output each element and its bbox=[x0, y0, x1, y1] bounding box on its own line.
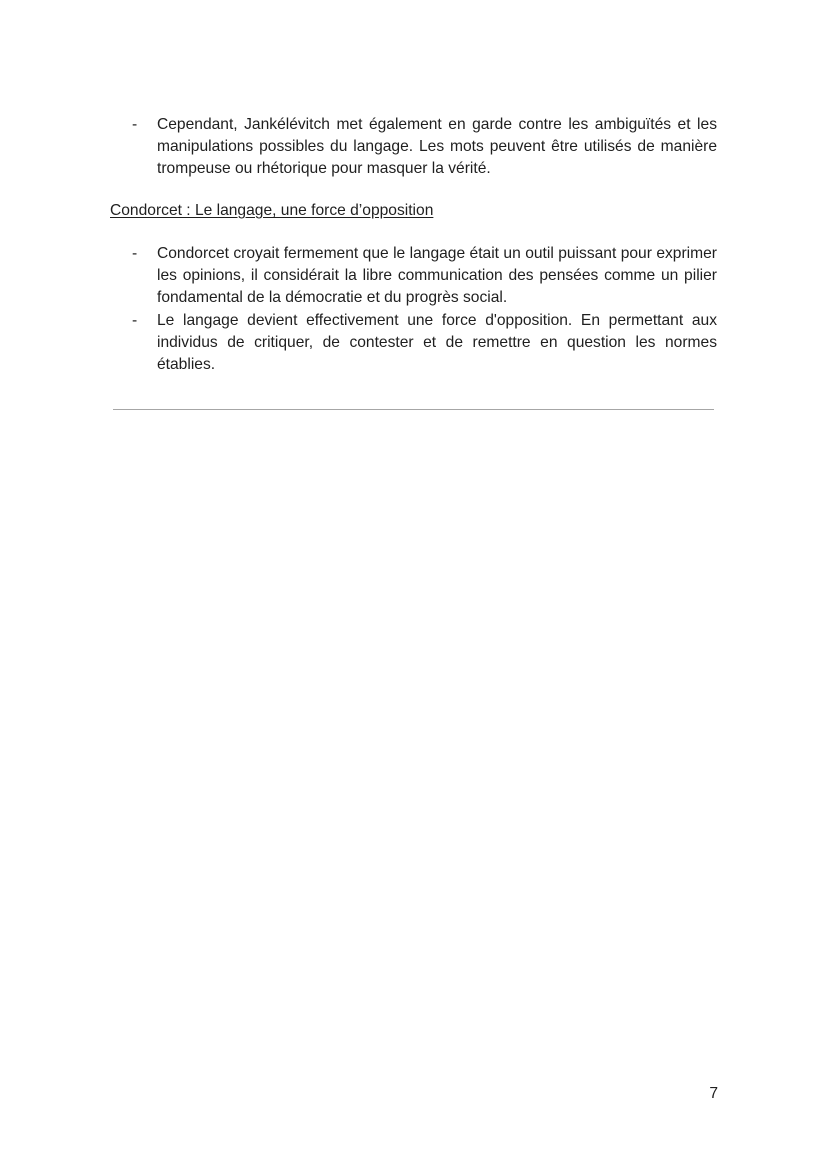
bullet-marker: - bbox=[132, 245, 138, 262]
list-item bbox=[110, 243, 717, 310]
bullet-marker: - bbox=[132, 116, 138, 133]
section-heading: Condorcet : Le langage, une force d’opposition bbox=[110, 202, 434, 219]
bullet-marker: - bbox=[132, 311, 138, 329]
list-item-text: Le langage devient effectivement une force d'opposition. En permettant aux individus de critiquer, de contester et de remettre en question les normes établies. bbox=[157, 311, 717, 374]
bullet-list-condorcet bbox=[110, 243, 717, 376]
list-item bbox=[110, 310, 717, 377]
list-item-text: Cependant, Jankélévitch met également en garde contre les ambiguïtés et les manipulations possibles du langage. Les mots peuvent être utilisés de manière trompeuse ou rhétorique pour masquer la vérité. bbox=[157, 116, 717, 178]
horizontal-divider bbox=[113, 409, 714, 410]
bullet-list-jankelevitch bbox=[110, 114, 717, 181]
list-item bbox=[110, 114, 717, 181]
list-item-text: Condorcet croyait fermement que le langage était un outil puissant pour exprimer les opinions, il considérait la libre communication des pensées comme un pilier fondamental de la démocratie et du progrès social. bbox=[157, 245, 717, 307]
page-number: 7 bbox=[709, 1085, 718, 1102]
